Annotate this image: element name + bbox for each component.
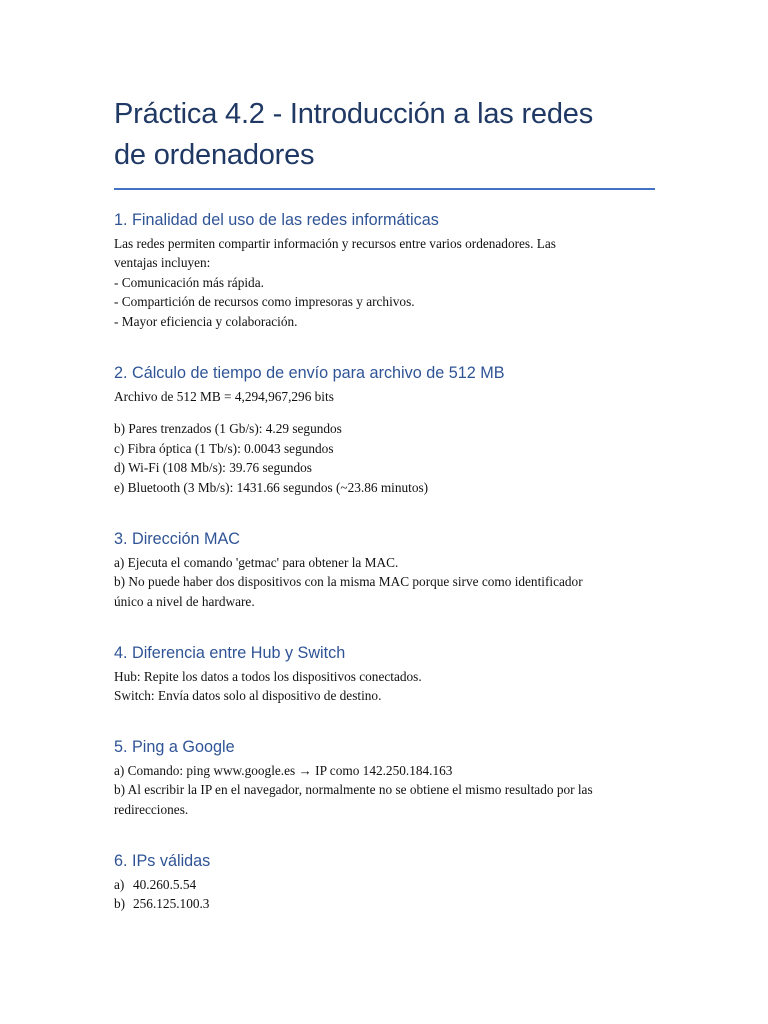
document-page (114, 94, 655, 912)
document-title (114, 94, 655, 176)
title-divider (114, 188, 655, 190)
section-1-line: ventajas incluyen: (114, 255, 211, 271)
section-2-line: e) Bluetooth (3 Mb/s): 1431.66 segundos (~23.86 minutos) (114, 479, 429, 495)
section-3-heading: 3. Dirección MAC (114, 530, 240, 548)
section-1-line: Las redes permiten compartir información y recursos entre varios ordenadores. Las (114, 236, 556, 251)
section-1-line: - Mayor eficiencia y colaboración. (114, 313, 298, 329)
ip-list-item (114, 875, 655, 894)
section-6 (114, 851, 655, 914)
section-2-intro: Archivo de 512 MB = 4,294,967,296 bits (114, 389, 334, 404)
section-4-line: Switch: Envía datos solo al dispositivo de destino. (114, 688, 382, 704)
section-5-heading: 5. Ping a Google (114, 738, 235, 756)
section-3-line: b) No puede haber dos dispositivos con la misma MAC porque sirve como identificador (114, 574, 583, 590)
ip-value: 40.260.5.54 (133, 877, 197, 892)
section-2 (114, 363, 655, 497)
section-6-heading: 6. IPs válidas (114, 852, 211, 870)
ip-value: 256.125.100.3 (133, 896, 210, 912)
paragraph-gap (114, 406, 655, 419)
section-2-line: c) Fibra óptica (1 Tb/s): 0.0043 segundos (114, 440, 334, 456)
section-4-line: Hub: Repite los datos a todos los dispositivos conectados. (114, 669, 422, 684)
section-2-line: d) Wi-Fi (108 Mb/s): 39.76 segundos (114, 460, 312, 476)
section-5 (114, 737, 655, 819)
ip-list-item (114, 894, 655, 913)
section-5-line: a) Comando: ping www.google.es → IP como 142.250.184.163 (114, 763, 453, 778)
section-1-line: - Compartición de recursos como impresoras y archivos. (114, 294, 415, 310)
section-2-heading: 2. Cálculo de tiempo de envío para archivo de 512 MB (114, 364, 505, 382)
section-4 (114, 643, 655, 706)
list-marker: b) (114, 896, 126, 912)
section-5-line: redirecciones. (114, 801, 189, 817)
document-title-line-2: de ordenadores (114, 139, 315, 171)
section-2-line: b) Pares trenzados (1 Gb/s): 4.29 segundos (114, 421, 342, 437)
section-3-line: único a nivel de hardware. (114, 593, 255, 609)
section-1 (114, 210, 655, 331)
section-1-line: - Comunicación más rápida. (114, 274, 264, 290)
section-3-line: a) Ejecuta el comando 'getmac' para obtener la MAC. (114, 555, 399, 570)
section-4-heading: 4. Diferencia entre Hub y Switch (114, 644, 346, 662)
section-1-heading: 1. Finalidad del uso de las redes informáticas (114, 211, 439, 229)
document-title-line-1: Práctica 4.2 - Introducción a las redes (114, 98, 593, 130)
list-marker: a) (114, 877, 125, 892)
section-3 (114, 529, 655, 611)
section-5-line: b) Al escribir la IP en el navegador, normalmente no se obtiene el mismo resultado por las (114, 782, 593, 798)
